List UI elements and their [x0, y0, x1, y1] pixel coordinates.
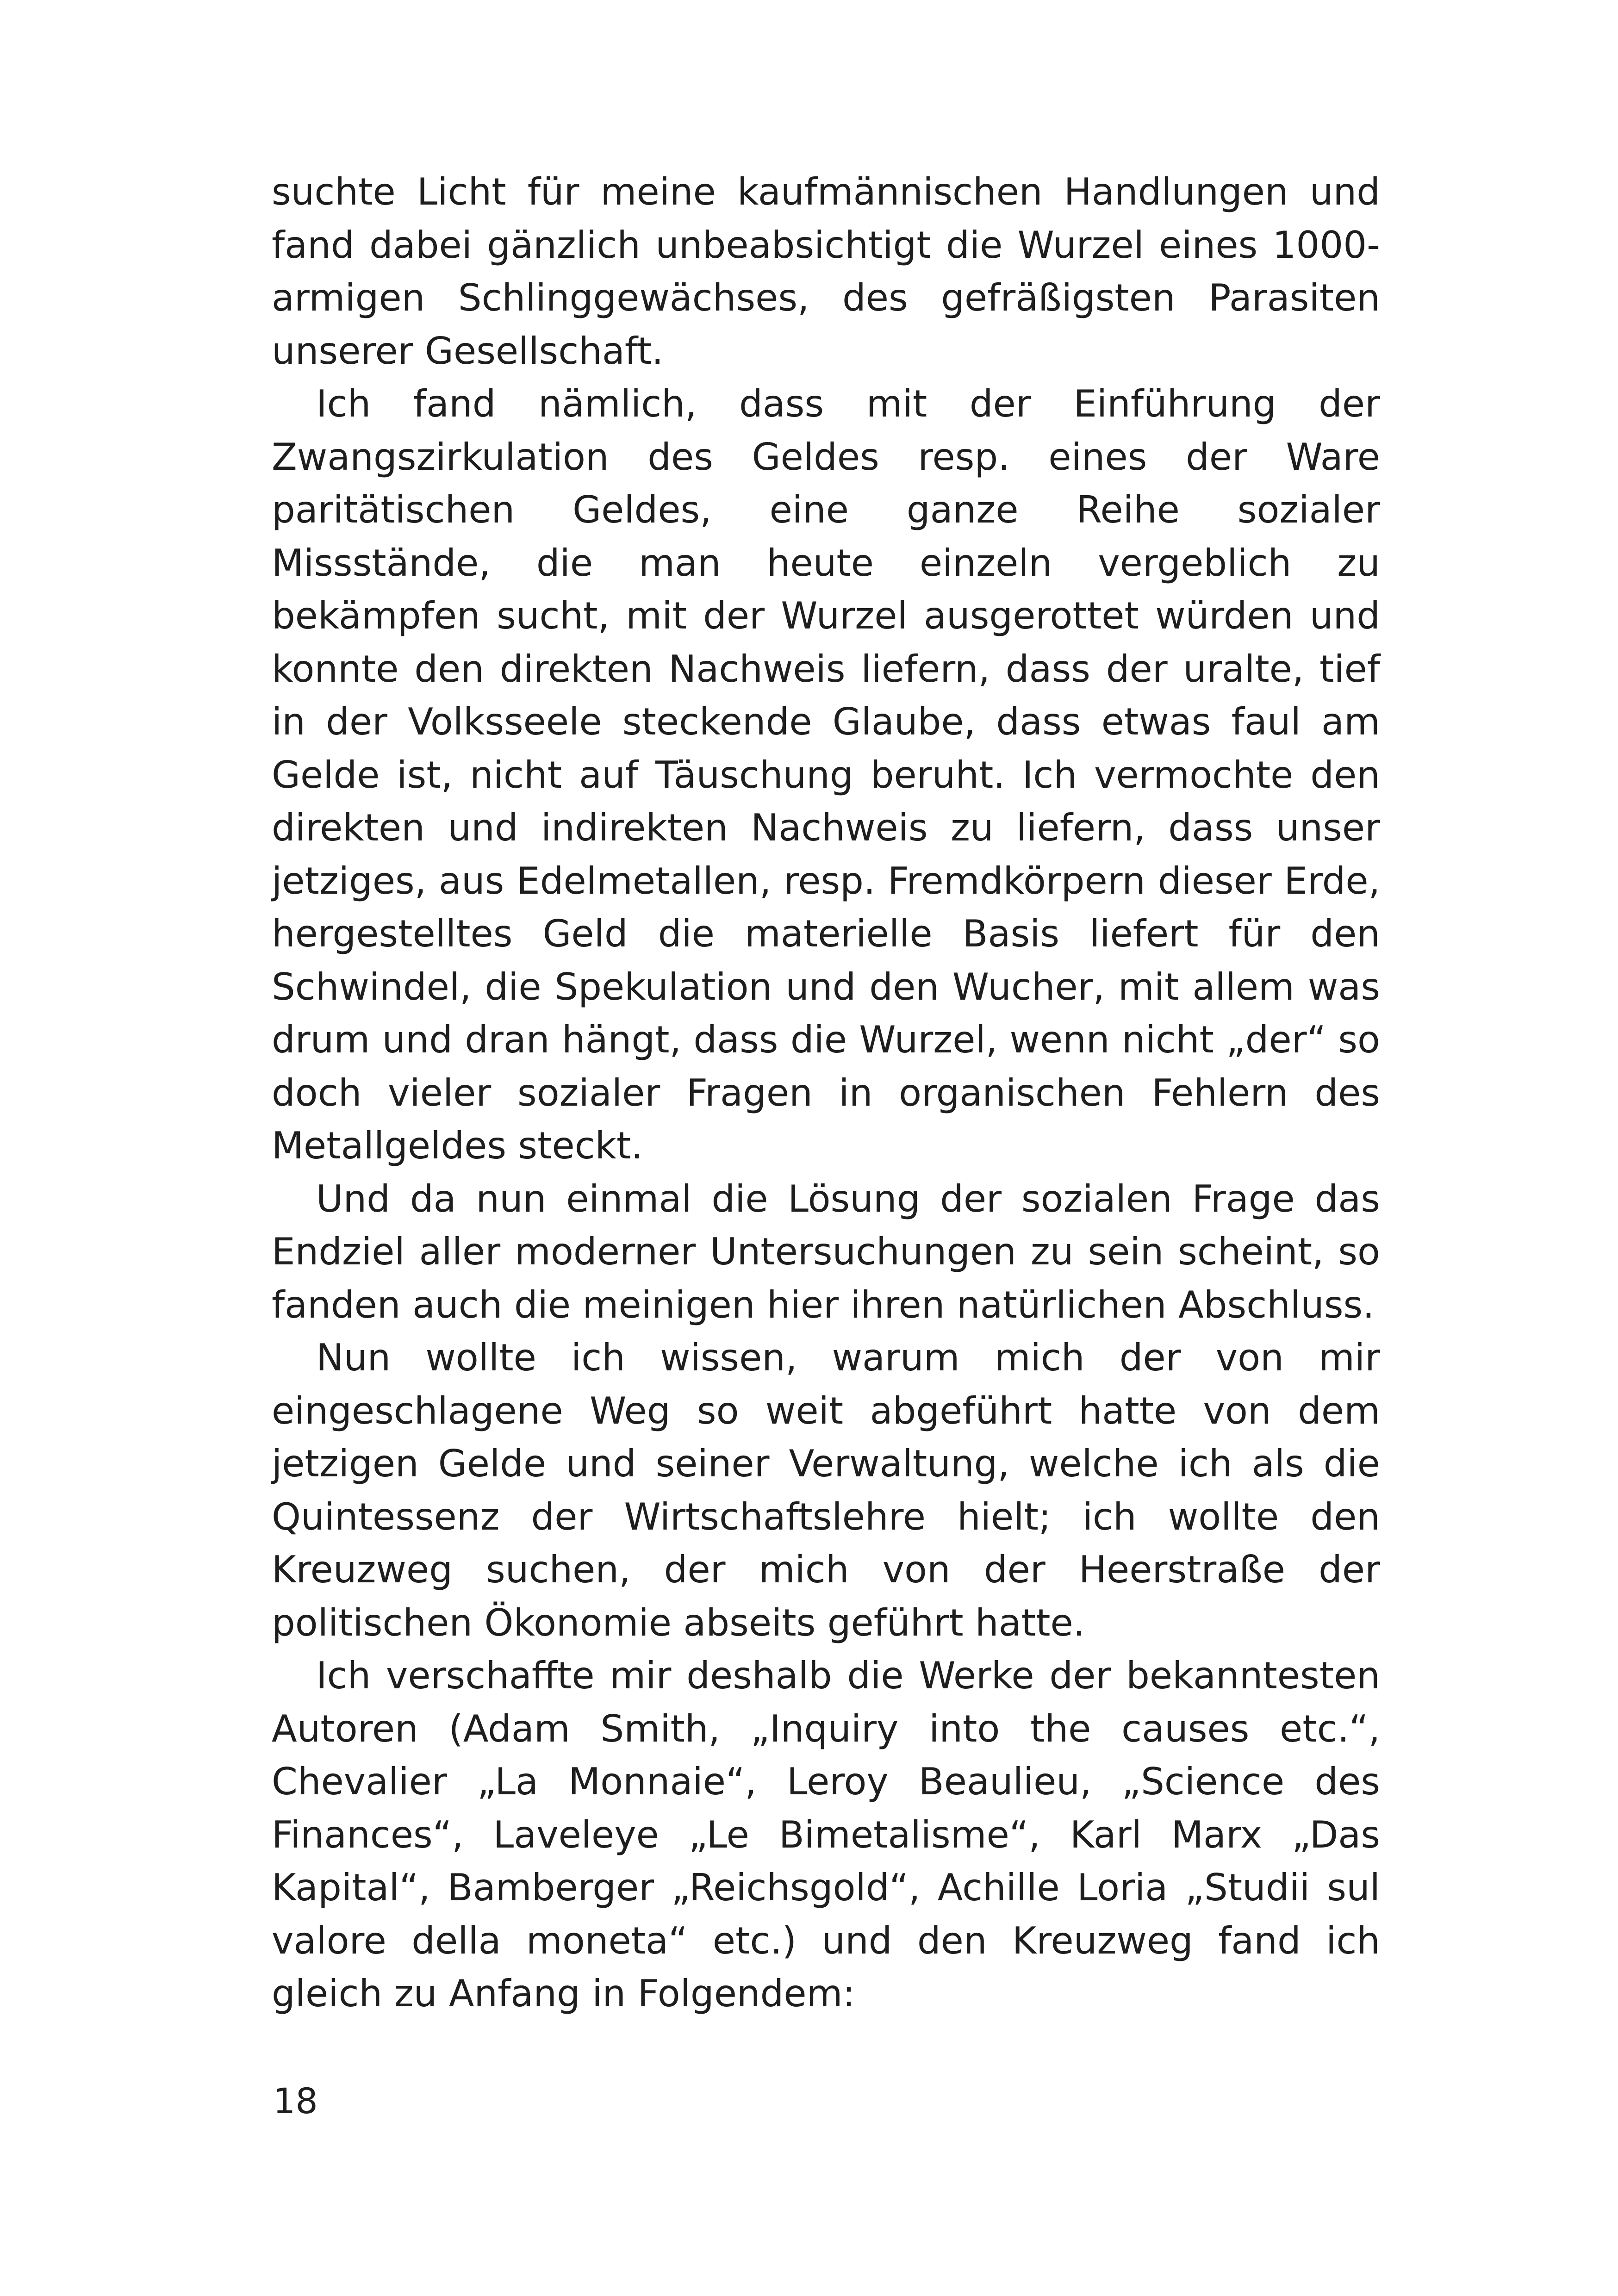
paragraph-1: suchte Licht für meine kaufmännischen Handlungen und fand dabei gänzlich unbeabsichtigt die Wurzel eines 1000-armigen Schlinggewächses, des gefräßigsten Parasiten unserer Gesellschaft.: [272, 170, 1380, 373]
paragraph-2: Ich fand nämlich, dass mit der Einführung der Zwangszirkulation des Geldes resp. eines der Ware paritätischen Geldes, eine ganze Reihe sozialer Missstände, die man heute einzeln vergeblich zu bekämpfen sucht, mit der Wurzel ausgerottet würden und konnte den direkten Nachweis liefern, dass der uralte, tief in der Volksseele steckende Glaube, dass etwas faul am Gelde ist, nicht auf Täuschung beruht. Ich vermochte den direkten und indirekten Nachweis zu liefern, dass unser jetziges, aus Edelmetallen, resp. Fremdkörpern dieser Erde, hergestelltes Geld die materielle Basis liefert für den Schwindel, die Spekulation und den Wucher, mit allem was drum und dran hängt, dass die Wurzel, wenn nicht „der“ so doch vieler sozialer Fragen in organischen Fehlern des Metallgeldes steckt.: [272, 382, 1380, 1167]
paragraph-5: Ich verschaffte mir deshalb die Werke der bekanntesten Autoren (Adam Smith, „Inquiry into the causes etc.“, Chevalier „La Monnaie“, Leroy Beaulieu, „Science des Finances“, Laveleye „Le Bimetalisme“, Karl Marx „Das Kapital“, Bamberger „Reichsgold“, Achille Loria „Studii sul valore della moneta“ etc.) und den Kreuzweg fand ich gleich zu Anfang in Folgendem:: [272, 1654, 1380, 2015]
paragraph-3: Und da nun einmal die Lösung der sozialen Frage das Endziel aller moderner Untersuchungen zu sein scheint, so fanden auch die meinigen hier ihren natürlichen Abschluss.: [272, 1177, 1380, 1326]
body-text: [272, 166, 1380, 2021]
paragraph-4: Nun wollte ich wissen, warum mich der von mir eingeschlagene Weg so weit abgeführt hatte von dem jetzigen Gelde und seiner Verwaltung, welche ich als die Quintessenz der Wirtschaftslehre hielt; ich wollte den Kreuzweg suchen, der mich von der Heerstraße der politischen Ökonomie abseits geführt hatte.: [272, 1336, 1380, 1644]
page-number: 18: [273, 2080, 318, 2122]
